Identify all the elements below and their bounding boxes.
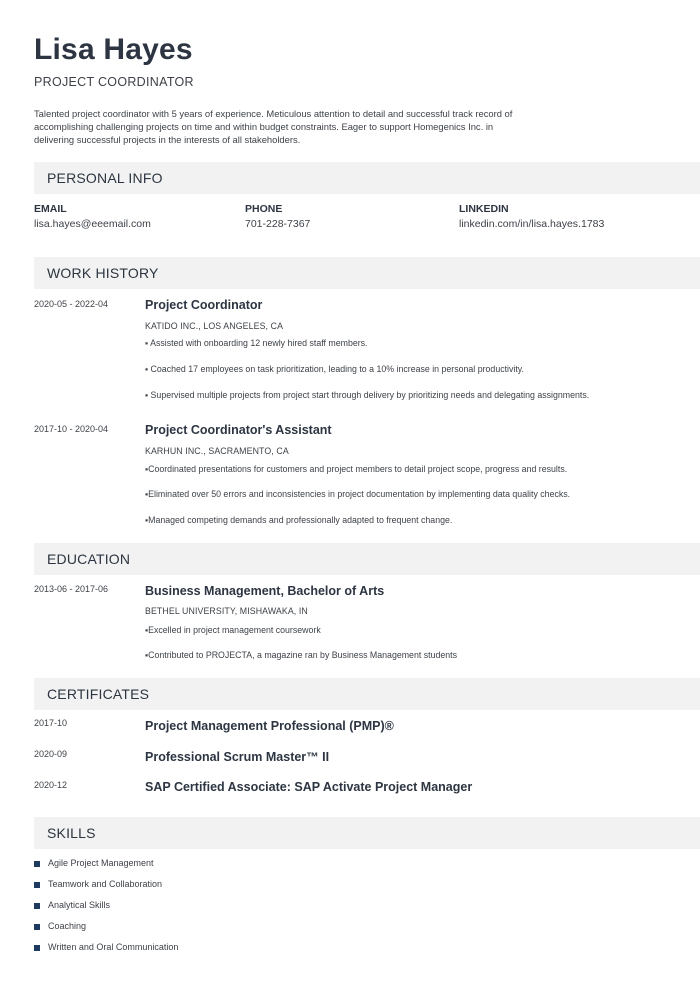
certificate-date: 2017-10 [34, 718, 68, 728]
job-bullet: ▪Managed competing demands and professionally adapted to frequent change. [145, 515, 453, 525]
certificate-date: 2020-12 [34, 780, 68, 790]
education-bullet: ▪Excelled in project management coursework [145, 625, 321, 635]
job-dates: 2020-05 - 2022-04 [34, 299, 109, 309]
job-bullet: ▪ Supervised multiple projects from project start through delivery by prioritizing needs and delegating assignments. [145, 390, 590, 400]
phone-label: PHONE [245, 203, 283, 215]
skills-section-header [34, 817, 700, 849]
bullet-square-icon [34, 882, 40, 888]
job-bullet: ▪Eliminated over 50 errors and inconsistencies in project documentation by implementing data quality checks. [145, 489, 571, 499]
skill-item: Teamwork and Collaboration [48, 879, 163, 889]
job-title: Project Coordinator [145, 298, 263, 312]
skill-item: Coaching [48, 921, 87, 931]
certificate-name: Professional Scrum Master™ II [145, 750, 330, 764]
bullet-square-icon [34, 903, 40, 909]
job-bullet: ▪ Coached 17 employees on task prioritization, leading to a 10% increase in personal productivity. [145, 364, 524, 374]
work-history-section-header [34, 257, 700, 289]
candidate-name: Lisa Hayes [34, 33, 193, 66]
education-bullet: ▪Contributed to PROJECTA, a magazine ran by Business Management students [145, 650, 457, 660]
certificates-section-header [34, 678, 700, 710]
section-title: EDUCATION [47, 551, 131, 567]
section-title: WORK HISTORY [47, 265, 159, 281]
section-title: PERSONAL INFO [47, 170, 163, 186]
certificate-name: Project Management Professional (PMP)® [145, 719, 394, 733]
section-title: SKILLS [47, 825, 96, 841]
email-value[interactable]: lisa.hayes@eeemail.com [34, 218, 151, 230]
personal-info-section-header [34, 162, 700, 194]
email-label: EMAIL [34, 203, 67, 215]
education-dates: 2013-06 - 2017-06 [34, 584, 109, 594]
summary-paragraph: Talented project coordinator with 5 years of experience. Meticulous attention to detail and successful track record of accomplishing challenging projects on time and within budget constraints. Eager to support Homegenics Inc. in delivering successful projects in the interests of all stakeholders. [34, 108, 513, 145]
skill-item: Analytical Skills [48, 900, 111, 910]
degree-title: Business Management, Bachelor of Arts [145, 584, 385, 598]
certificate-date: 2020-09 [34, 749, 68, 759]
job-title: Project Coordinator's Assistant [145, 423, 332, 437]
section-title: CERTIFICATES [47, 686, 150, 702]
bullet-square-icon [34, 924, 40, 930]
certificate-name: SAP Certified Associate: SAP Activate Project Manager [145, 780, 473, 794]
bullet-square-icon [34, 945, 40, 951]
phone-value[interactable]: 701-228-7367 [245, 218, 311, 230]
school-name: BETHEL UNIVERSITY, MISHAWAKA, IN [145, 606, 308, 616]
job-company: KARHUN INC., SACRAMENTO, CA [145, 446, 289, 456]
job-company: KATIDO INC., LOS ANGELES, CA [145, 321, 284, 331]
linkedin-value[interactable]: linkedin.com/in/lisa.hayes.1783 [459, 218, 605, 230]
skill-item: Agile Project Management [48, 858, 154, 868]
job-bullet: ▪Coordinated presentations for customers and project members to detail project scope, progress and results. [145, 464, 568, 474]
linkedin-label: LINKEDIN [459, 203, 509, 215]
education-section-header [34, 543, 700, 575]
job-dates: 2017-10 - 2020-04 [34, 424, 109, 434]
skill-item: Written and Oral Communication [48, 942, 179, 952]
job-bullet: ▪ Assisted with onboarding 12 newly hired staff members. [145, 338, 368, 348]
bullet-square-icon [34, 861, 40, 867]
candidate-title: PROJECT COORDINATOR [34, 75, 194, 89]
